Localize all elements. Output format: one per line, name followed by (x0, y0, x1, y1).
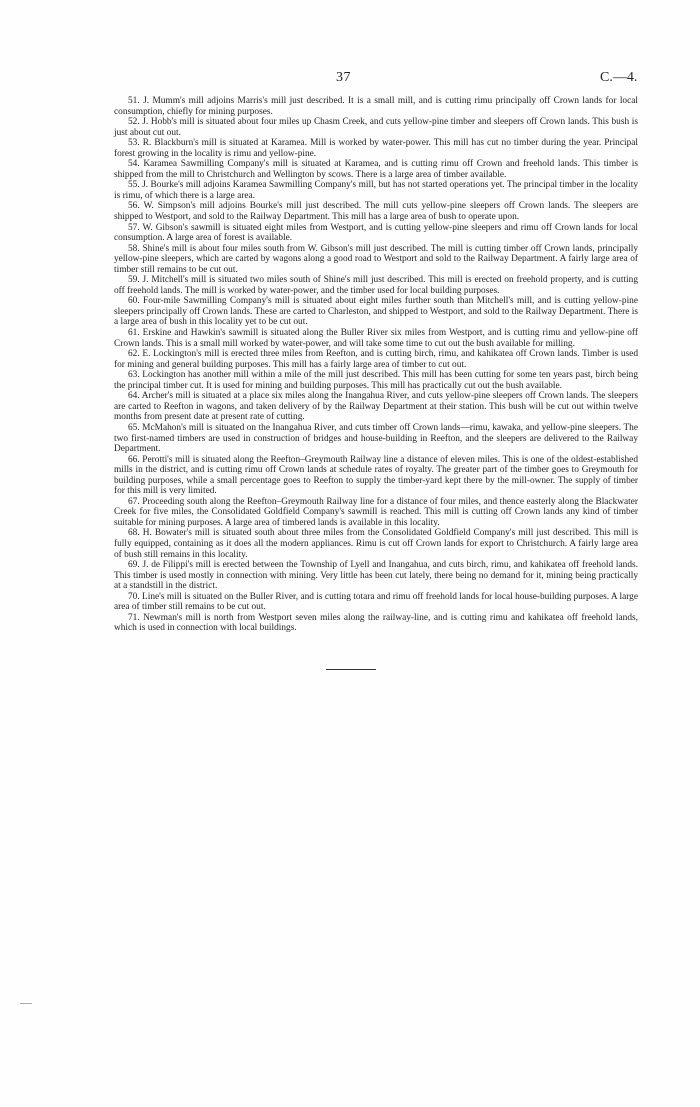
paragraph-65: 65. McMahon's mill is situated on the Inangahua River, and cuts timber off Crown lands—rimu, kawaka, and yellow-pine sleepers. The two first-named timbers are used in construction of bridges and house-building in Reefton, and the sleepers are delivered to the Railway Department. (114, 422, 638, 455)
paragraph-64: 64. Archer's mill is situated at a place six miles along the Inangahua River, and cuts yellow-pine sleepers off Crown lands. The sleepers are carted to Reefton in wagons, and taken delivery of by the Railway Department at their station. This bush will be cut out within twelve months from present date at present rate of cutting. (114, 391, 638, 423)
paragraph-59: 59. J. Mitchell's mill is situated two miles south of Shine's mill just described. This mill is erected on freehold property, and is cutting off freehold lands. The mill is worked by water-power, and the timber used for local building purposes. (114, 275, 638, 296)
paragraph-57: 57. W. Gibson's sawmill is situated eight miles from Westport, and is cutting yellow-pine sleepers and rimu off Crown lands for local consumption. A large area of forest is available. (114, 222, 638, 244)
paragraph-71: 71. Newman's mill is north from Westport seven miles along the railway-line, and is cutting rimu and kahikatea off freehold lands, which is used in connection with local buildings. (114, 612, 638, 634)
margin-mark (20, 1003, 32, 1004)
body-text (114, 96, 638, 634)
series-code: C.—4. (600, 70, 638, 85)
section-end-rule (326, 669, 376, 670)
paragraph-69: 69. J. de Filippi's mill is erected between the Township of Lyell and Inangahua, and cuts birch, rimu, and kahikatea off freehold lands. This timber is used mostly in connection with mining. Very little has been cut lately, there being no demand for it, mining being practically at a standstill in the district. (114, 560, 638, 592)
paragraph-70: 70. Line's mill is situated on the Buller River, and is cutting totara and rimu off freehold lands for local house-building purposes. A large area of timber still remains to be cut out. (114, 591, 638, 613)
paragraph-62: 62. E. Lockington's mill is erected three miles from Reefton, and is cutting birch, rimu, and kahikatea off Crown lands. Timber is used for mining and general building purposes. This mill has a fairly large area of timber to cut out. (114, 349, 638, 370)
paragraph-58: 58. Shine's mill is about four miles south from W. Gibson's mill just described. The mill is cutting timber off Crown lands, principally yellow-pine sleepers, which are carted by wagons along a good road to Westport and sold to the Railway Department. A fairly large area of timber still remains to be cut out. (114, 243, 638, 275)
paragraph-63: 63. Lockington has another mill within a mile of the mill just described. This mill has been cutting for some ten years past, birch being the principal timber cut. It is used for mining and building purposes. This mill has practically cut out the bush available. (114, 370, 638, 391)
paragraph-61: 61. Erskine and Hawkin's sawmill is situated along the Buller River six miles from Westport, and is cutting rimu and yellow-pine off Crown lands. This is a small mill worked by water-power, and will take some time to cut out the bush available for milling. (114, 328, 638, 349)
paragraph-67: 67. Proceeding south along the Reefton–Greymouth Railway line for a distance of four miles, and thence easterly along the Blackwater Creek for five miles, the Consolidated Goldfield Company's sawmill is reached. This mill is cutting off Crown lands any kind of timber suitable for mining purposes. A large area of timbered lands is available in this locality. (114, 496, 638, 528)
paragraph-60: 60. Four-mile Sawmilling Company's mill is situated about eight miles further south than Mitchell's mill, and is cutting yellow-pine sleepers principally off Crown lands. These are carted to Charleston, and shipped to Westport, and sold to the Railway Department. There is a large area of bush in this locality yet to be cut out. (114, 296, 638, 328)
paragraph-68: 68. H. Bowater's mill is situated south about three miles from the Consolidated Goldfield Company's mill just described. This mill is fully equipped, containing as it does all the modern appliances. Rimu is cut off Crown lands for export to Christchurch. A fairly large area of bush still remains in this locality. (114, 528, 638, 560)
paragraph-52: 52. J. Hobb's mill is situated about four miles up Chasm Creek, and cuts yellow-pine timber and sleepers off Crown lands. This bush is just about cut out. (114, 117, 638, 138)
paragraph-55: 55. J. Bourke's mill adjoins Karamea Sawmilling Company's mill, but has not started operations yet. The principal timber in the locality is rimu, of which there is a large area. (114, 180, 638, 201)
paragraph-51: 51. J. Mumm's mill adjoins Marris's mill just described. It is a small mill, and is cutting rimu principally off Crown lands for local consumption, chiefly for mining purposes. (114, 96, 638, 117)
page-number: 37 (336, 70, 351, 85)
paragraph-54: 54. Karamea Sawmilling Company's mill is situated at Karamea, and is cutting rimu off Crown and freehold lands. This timber is shipped from the mill to Christchurch and Wellington by scows. There is a large area of timber available. (114, 159, 638, 180)
paragraph-53: 53. R. Blackburn's mill is situated at Karamea. Mill is worked by water-power. This mill has cut no timber during the year. Principal forest growing in the locality is rimu and yellow-pine. (114, 138, 638, 159)
paragraph-56: 56. W. Simpson's mill adjoins Bourke's mill just described. The mill cuts yellow-pine sleepers off Crown lands. The sleepers are shipped to Westport, and sold to the Railway Department. This mill has a large area of bush to operate upon. (114, 201, 638, 223)
paragraph-66: 66. Perotti's mill is situated along the Reefton–Greymouth Railway line a distance of eleven miles. This is one of the oldest-established mills in the district, and is cutting rimu off Crown lands at schedule rates of royalty. The greater part of the timber goes to Greymouth for building purposes, while a small percentage goes to Reefton to supply the timber-yard kept there by the mill-owner. The supply of timber for this mill is very limited. (114, 454, 638, 497)
